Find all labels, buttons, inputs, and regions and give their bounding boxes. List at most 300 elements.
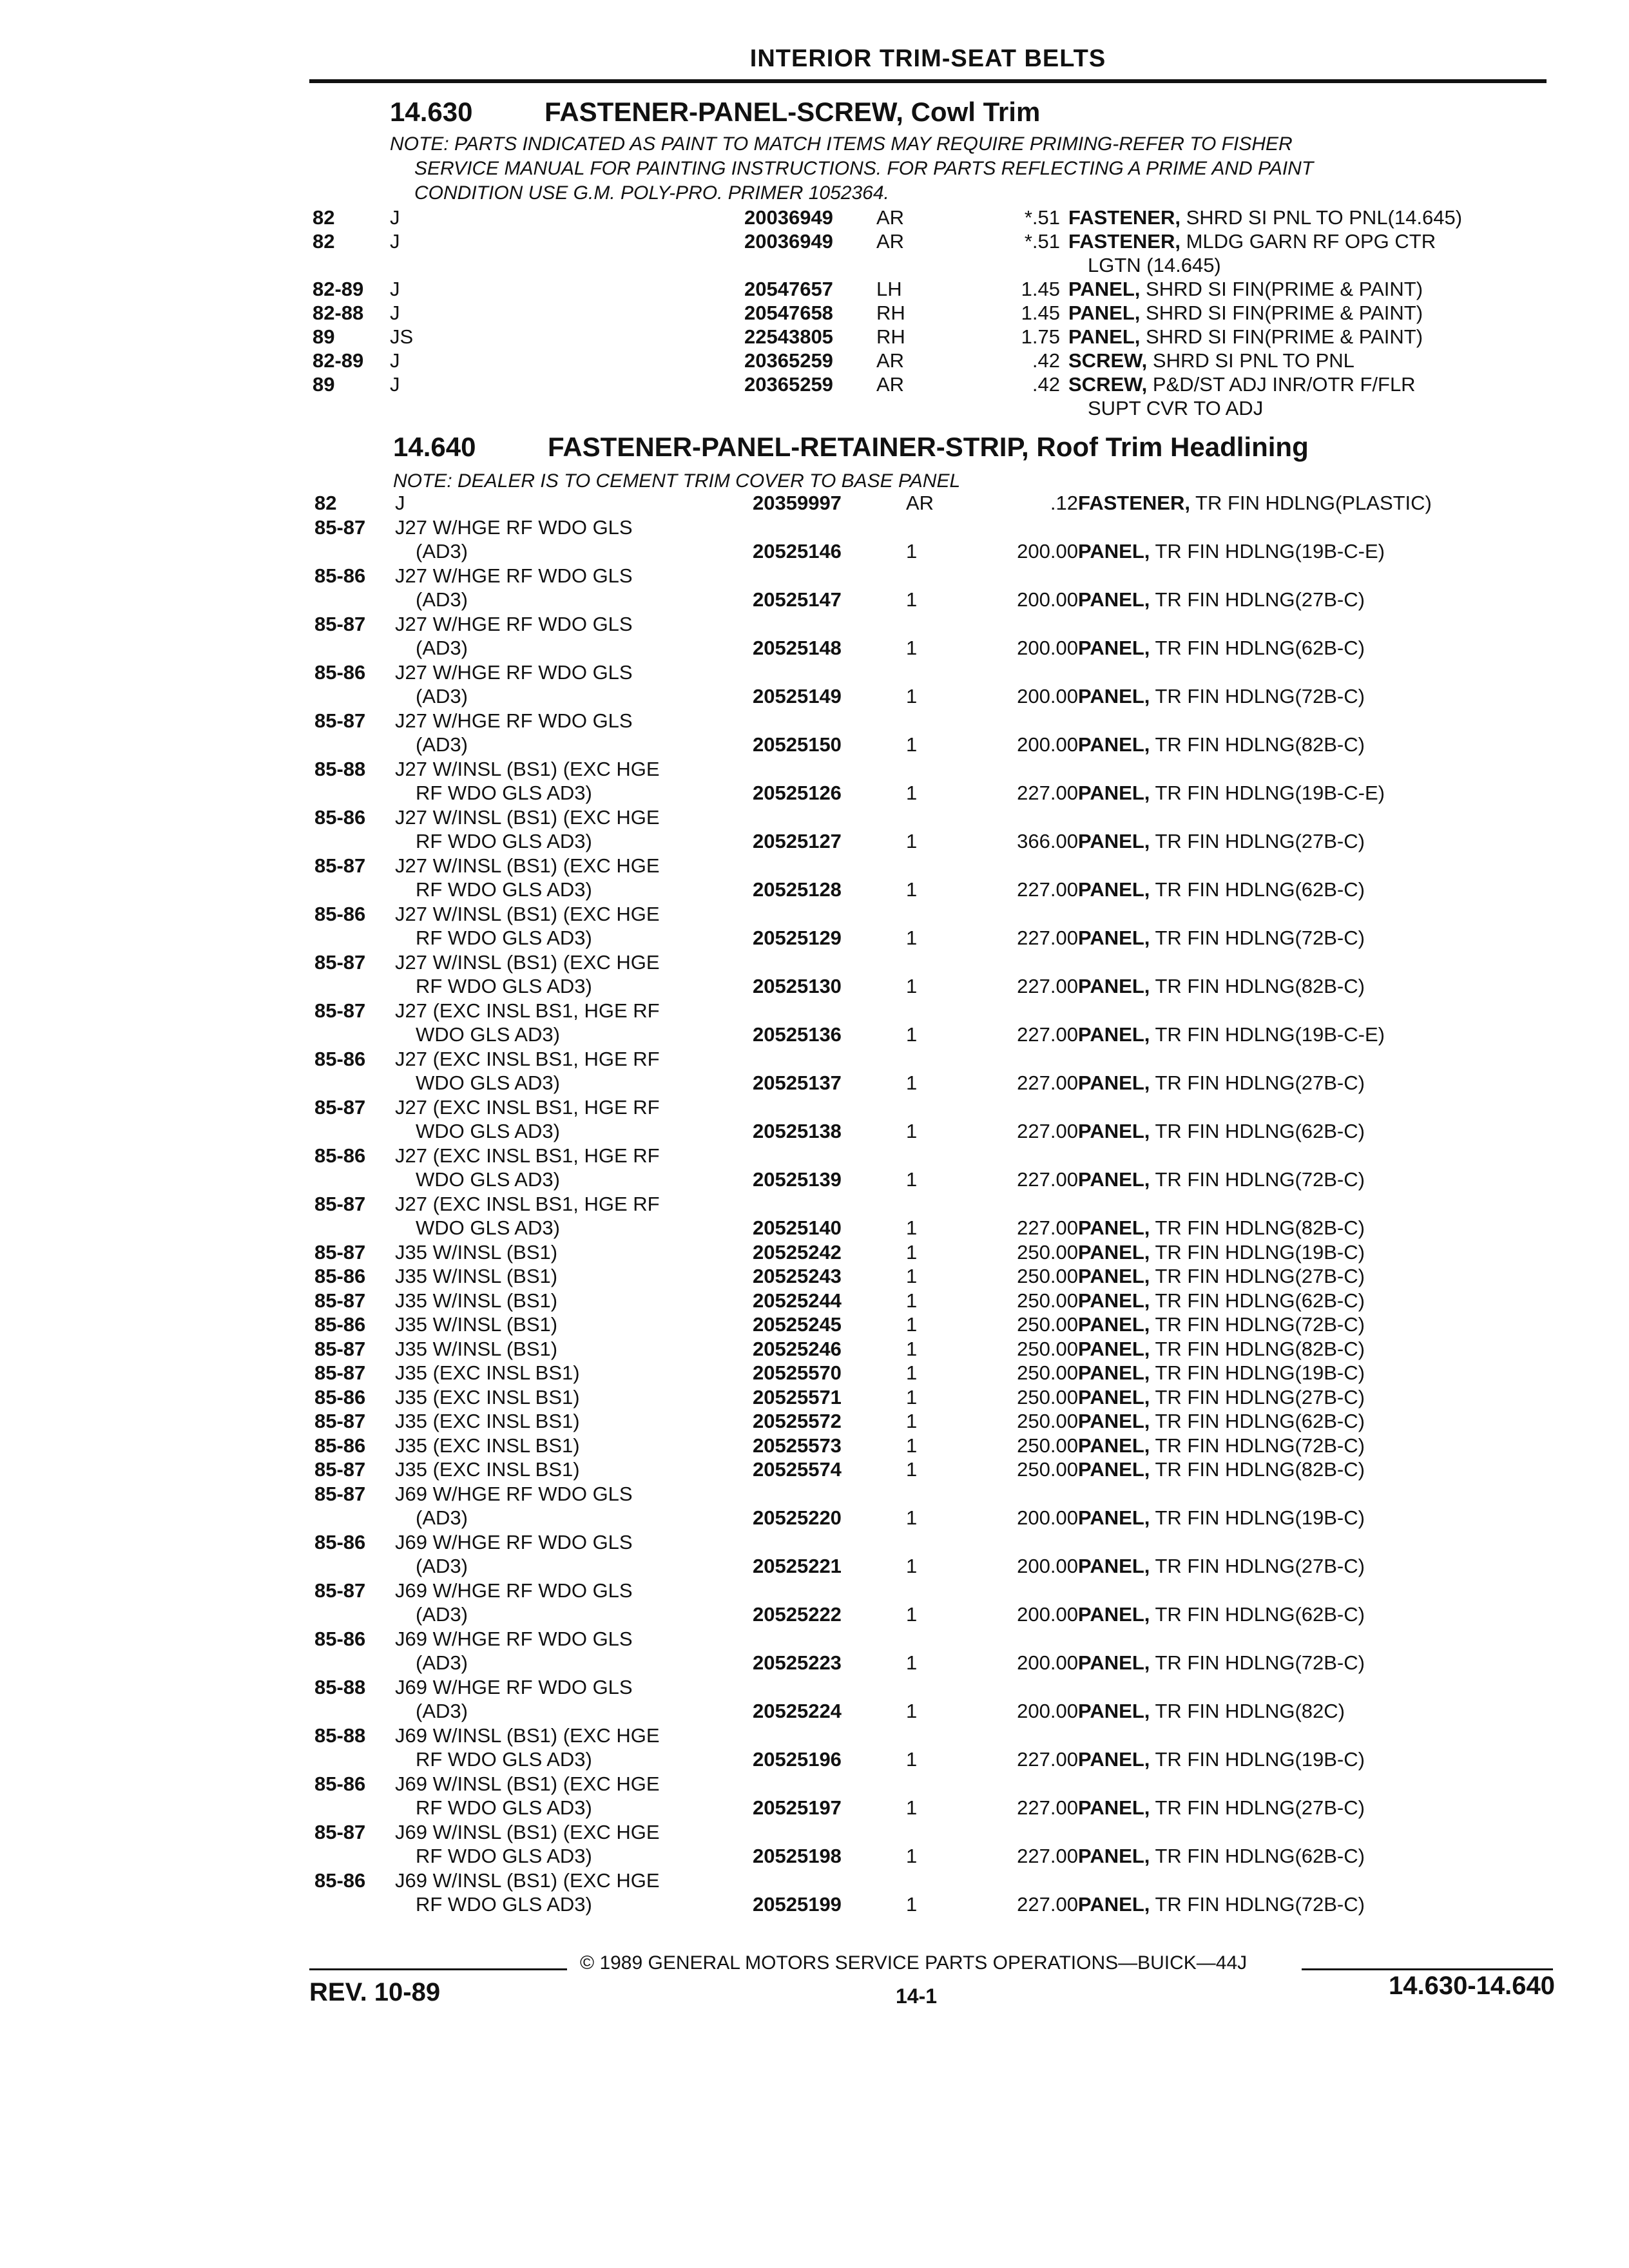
price: 200.00 [1017, 637, 1078, 659]
application: J27 W/HGE RF WDO GLS [395, 709, 633, 732]
part-desc: TR FIN HDLNG(72B-C) [1155, 1893, 1365, 1916]
description [1078, 1216, 1365, 1240]
quantity: 1 [906, 1796, 918, 1819]
application-cont: WDO GLS AD3) [416, 1168, 560, 1191]
part-name: PANEL, [1078, 1434, 1150, 1457]
model-year: 85-86 [314, 902, 366, 925]
price: 200.00 [1017, 1603, 1078, 1626]
part-number: 20365259 [744, 373, 833, 396]
part-desc: SHRD SI FIN(PRIME & PAINT) [1146, 278, 1423, 300]
quantity: 1 [906, 588, 918, 611]
part-number: 20525197 [753, 1796, 842, 1819]
description [1078, 782, 1385, 805]
part-name: PANEL, [1078, 1023, 1150, 1046]
model-year: 89 [313, 325, 335, 348]
description [1078, 1241, 1365, 1264]
part-name: PANEL, [1078, 1216, 1150, 1239]
application: J [390, 278, 400, 300]
model-year: 85-86 [314, 805, 366, 829]
quantity: 1 [906, 1893, 918, 1916]
model-year: 82-88 [313, 302, 364, 324]
description [1078, 733, 1365, 756]
description [1078, 1748, 1365, 1771]
application: J [390, 349, 400, 372]
model-year: 85-86 [314, 1772, 366, 1795]
price: 227.00 [1017, 782, 1078, 804]
model-year: 85-87 [314, 1337, 366, 1360]
model-year: 85-87 [314, 999, 366, 1022]
part-number: 20525146 [753, 540, 842, 562]
page-number: 14-1 [896, 1984, 938, 2008]
application: J35 (EXC INSL BS1) [395, 1410, 580, 1432]
note-line: SERVICE MANUAL FOR PAINTING INSTRUCTIONS. FOR PARTS REFLECTING A PRIME AND PAINT [414, 158, 1314, 179]
price: 250.00 [1017, 1434, 1078, 1457]
part-desc: TR FIN HDLNG(19B-C) [1155, 1361, 1365, 1384]
part-name: PANEL, [1078, 830, 1150, 852]
part-number: 20359997 [753, 492, 842, 514]
model-year: 85-86 [314, 1047, 366, 1070]
application: J27 W/HGE RF WDO GLS [395, 564, 633, 587]
application: J35 (EXC INSL BS1) [395, 1458, 580, 1481]
section-subtitle: Cowl Trim [911, 97, 1041, 127]
part-desc: TR FIN HDLNG(82B-C) [1155, 1458, 1365, 1481]
footer-rule-right [1302, 1968, 1553, 1970]
price: .42 [1032, 373, 1060, 396]
quantity: RH [876, 302, 905, 324]
part-number: 20525221 [753, 1555, 842, 1577]
part-name: PANEL, [1078, 1313, 1150, 1336]
application-cont: RF WDO GLS AD3) [416, 1796, 592, 1819]
description [1078, 878, 1365, 901]
application: J27 W/HGE RF WDO GLS [395, 515, 633, 539]
price: 250.00 [1017, 1361, 1078, 1384]
application: J27 W/HGE RF WDO GLS [395, 612, 633, 635]
part-desc: SHRD SI FIN(PRIME & PAINT) [1146, 325, 1423, 348]
quantity: 1 [906, 782, 918, 804]
part-desc: TR FIN HDLNG(27B-C) [1155, 1072, 1365, 1094]
price: .12 [1050, 492, 1078, 514]
application-cont: (AD3) [416, 733, 468, 756]
model-year: 89 [313, 373, 335, 396]
price: 227.00 [1017, 927, 1078, 949]
application-cont: (AD3) [416, 1603, 468, 1626]
description [1078, 1555, 1365, 1578]
quantity: AR [876, 230, 905, 253]
model-year: 85-88 [314, 1675, 366, 1698]
application: J27 W/INSL (BS1) (EXC HGE [395, 902, 660, 925]
quantity: 1 [906, 1748, 918, 1771]
part-name: PANEL, [1078, 1748, 1150, 1771]
part-desc: TR FIN HDLNG(19B-C-E) [1155, 1023, 1385, 1046]
part-number: 20525139 [753, 1168, 842, 1191]
quantity: 1 [906, 1337, 918, 1360]
application-cont: RF WDO GLS AD3) [416, 1893, 592, 1916]
part-desc: TR FIN HDLNG(19B-C) [1155, 1506, 1365, 1529]
part-name: PANEL, [1078, 1265, 1150, 1287]
quantity: 1 [906, 830, 918, 852]
part-number: 20525198 [753, 1845, 842, 1867]
part-desc: TR FIN HDLNG(72B-C) [1155, 1168, 1365, 1191]
description [1078, 830, 1365, 853]
model-year: 85-86 [314, 1434, 366, 1457]
quantity: 1 [906, 1023, 918, 1046]
description [1078, 927, 1365, 950]
price: 200.00 [1017, 1506, 1078, 1529]
price: *.51 [1024, 206, 1060, 229]
part-number: 20525196 [753, 1748, 842, 1771]
part-name: PANEL, [1078, 540, 1150, 562]
note-line: NOTE: DEALER IS TO CEMENT TRIM COVER TO BASE PANEL [393, 470, 961, 492]
model-year: 85-87 [314, 1410, 366, 1432]
description [1068, 278, 1423, 301]
application: J27 (EXC INSL BS1, HGE RF [395, 1192, 660, 1215]
application-cont: RF WDO GLS AD3) [416, 830, 592, 852]
application-cont: (AD3) [416, 1555, 468, 1577]
price: 227.00 [1017, 1023, 1078, 1046]
part-desc: TR FIN HDLNG(72B-C) [1155, 685, 1365, 707]
part-name: SCREW, [1068, 349, 1148, 372]
model-year: 85-87 [314, 1095, 366, 1119]
part-name: PANEL, [1078, 637, 1150, 659]
price: 227.00 [1017, 1845, 1078, 1867]
model-year: 82 [313, 206, 335, 229]
part-name: FASTENER, [1068, 206, 1181, 229]
model-year: 82 [313, 230, 335, 253]
application: J69 W/HGE RF WDO GLS [395, 1482, 633, 1505]
quantity: AR [906, 492, 934, 514]
model-year: 85-87 [314, 612, 366, 635]
quantity: 1 [906, 1434, 918, 1457]
price: 200.00 [1017, 685, 1078, 707]
application-cont: RF WDO GLS AD3) [416, 1748, 592, 1771]
model-year: 85-87 [314, 1240, 366, 1264]
part-name: PANEL, [1078, 975, 1150, 997]
description [1078, 975, 1365, 998]
application: J69 W/HGE RF WDO GLS [395, 1627, 633, 1650]
part-desc: TR FIN HDLNG(19B-C) [1155, 1240, 1365, 1264]
part-desc: SHRD SI PNL TO PNL(14.645) [1186, 206, 1463, 229]
description [1068, 325, 1423, 349]
description [1078, 1603, 1365, 1626]
quantity: 1 [906, 637, 918, 659]
part-desc: TR FIN HDLNG(72B-C) [1155, 1651, 1365, 1674]
part-name: PANEL, [1068, 325, 1141, 348]
quantity: 1 [906, 685, 918, 707]
application: J35 W/INSL (BS1) [395, 1313, 558, 1336]
section-range: 14.630-14.640 [1388, 1972, 1555, 2000]
section-heading: FASTENER-PANEL-RETAINER-STRIP, [548, 432, 1029, 462]
quantity: 1 [906, 1651, 918, 1674]
application: J35 (EXC INSL BS1) [395, 1434, 580, 1457]
description [1078, 540, 1385, 563]
part-desc: TR FIN HDLNG(PLASTIC) [1195, 492, 1432, 514]
part-number: 20525127 [753, 830, 842, 852]
description [1078, 1893, 1365, 1916]
section-title-14640 [393, 432, 1309, 463]
part-name: PANEL, [1078, 1893, 1150, 1916]
description [1078, 1700, 1345, 1723]
part-name: PANEL, [1068, 278, 1141, 300]
part-desc: TR FIN HDLNG(27B-C) [1155, 1265, 1365, 1287]
description [1078, 1023, 1385, 1046]
model-year: 85-86 [314, 564, 366, 587]
application: J27 W/INSL (BS1) (EXC HGE [395, 805, 660, 829]
part-number: 20525224 [753, 1700, 842, 1722]
quantity: 1 [906, 1072, 918, 1094]
part-number: 20525244 [753, 1289, 842, 1312]
model-year: 85-88 [314, 1724, 366, 1747]
part-name: PANEL, [1078, 1337, 1150, 1360]
part-desc: SHRD SI PNL TO PNL [1152, 349, 1354, 372]
part-number: 20525243 [753, 1265, 842, 1287]
part-name: PANEL, [1078, 1603, 1150, 1626]
application: J69 W/INSL (BS1) (EXC HGE [395, 1869, 660, 1892]
application-cont: (AD3) [416, 685, 468, 707]
price: 200.00 [1017, 1555, 1078, 1577]
description [1068, 349, 1354, 372]
part-name: PANEL, [1078, 685, 1150, 707]
note-line: NOTE: PARTS INDICATED AS PAINT TO MATCH ITEMS MAY REQUIRE PRIMING-REFER TO FISHER [390, 133, 1293, 155]
part-name: PANEL, [1078, 1168, 1150, 1191]
section-title-14630 [390, 97, 1040, 128]
description [1078, 492, 1432, 515]
price: 200.00 [1017, 1700, 1078, 1722]
part-desc: MLDG GARN RF OPG CTR [1186, 230, 1436, 253]
part-name: PANEL, [1078, 1240, 1150, 1264]
part-number: 20525140 [753, 1216, 842, 1239]
model-year: 85-86 [314, 1313, 366, 1336]
part-name: FASTENER, [1068, 230, 1181, 253]
quantity: 1 [906, 1410, 918, 1432]
model-year: 85-87 [314, 709, 366, 732]
model-year: 85-86 [314, 1265, 366, 1287]
model-year: 82-89 [313, 278, 364, 300]
application: J69 W/INSL (BS1) (EXC HGE [395, 1772, 660, 1795]
quantity: AR [876, 373, 905, 396]
price: 200.00 [1017, 540, 1078, 562]
price: 227.00 [1017, 1168, 1078, 1191]
quantity: 1 [906, 1555, 918, 1577]
part-number: 20525245 [753, 1313, 842, 1336]
application: J [390, 373, 400, 396]
part-number: 22543805 [744, 325, 833, 348]
header-rule [309, 79, 1547, 83]
price: .42 [1032, 349, 1060, 372]
model-year: 85-87 [314, 1482, 366, 1505]
part-desc: TR FIN HDLNG(82B-C) [1155, 733, 1365, 756]
application: J69 W/HGE RF WDO GLS [395, 1579, 633, 1602]
price: 250.00 [1017, 1240, 1078, 1264]
application: J [390, 206, 400, 229]
application: J [390, 230, 400, 253]
model-year: 85-87 [314, 854, 366, 877]
part-number: 20525126 [753, 782, 842, 804]
part-desc: TR FIN HDLNG(19B-C-E) [1155, 540, 1385, 562]
application-cont: WDO GLS AD3) [416, 1120, 560, 1142]
part-desc: TR FIN HDLNG(27B-C) [1155, 1555, 1365, 1577]
page-header [309, 45, 1547, 83]
description [1078, 685, 1365, 708]
description [1078, 1120, 1365, 1143]
quantity: 1 [906, 1265, 918, 1287]
price: 250.00 [1017, 1385, 1078, 1408]
model-year: 85-86 [314, 1530, 366, 1553]
application-cont: RF WDO GLS AD3) [416, 782, 592, 804]
application: J27 (EXC INSL BS1, HGE RF [395, 1047, 660, 1070]
part-name: PANEL, [1078, 1796, 1150, 1819]
quantity: 1 [906, 1289, 918, 1312]
description [1078, 1265, 1365, 1288]
part-desc: TR FIN HDLNG(82B-C) [1155, 975, 1365, 997]
part-name: FASTENER, [1078, 492, 1190, 514]
price: 250.00 [1017, 1337, 1078, 1360]
application-cont: RF WDO GLS AD3) [416, 1845, 592, 1867]
quantity: 1 [906, 1385, 918, 1408]
revision-label: REV. 10-89 [309, 1978, 441, 2006]
quantity: 1 [906, 1120, 918, 1142]
part-desc: TR FIN HDLNG(72B-C) [1155, 1434, 1365, 1457]
model-year: 85-86 [314, 1144, 366, 1167]
quantity: 1 [906, 1700, 918, 1722]
application: J [390, 302, 400, 324]
model-year: 85-86 [314, 1869, 366, 1892]
section-heading: FASTENER-PANEL-SCREW, [545, 97, 903, 127]
description [1078, 637, 1365, 660]
part-desc: TR FIN HDLNG(62B-C) [1155, 1410, 1365, 1432]
part-number: 20525137 [753, 1072, 842, 1094]
part-number: 20525147 [753, 588, 842, 611]
price: 227.00 [1017, 1893, 1078, 1916]
model-year: 85-87 [314, 1458, 366, 1481]
quantity: 1 [906, 1458, 918, 1481]
part-name: PANEL, [1078, 1458, 1150, 1481]
part-name: PANEL, [1078, 1555, 1150, 1577]
part-name: SCREW, [1068, 373, 1148, 396]
quantity: 1 [906, 1313, 918, 1336]
part-desc: TR FIN HDLNG(62B-C) [1155, 1845, 1365, 1867]
part-number: 20365259 [744, 349, 833, 372]
application: J27 W/HGE RF WDO GLS [395, 660, 633, 684]
part-number: 20525573 [753, 1434, 842, 1457]
footer-copyright: © 1989 GENERAL MOTORS SERVICE PARTS OPERATIONS—BUICK—44J [580, 1952, 1248, 1974]
part-name: PANEL, [1078, 1289, 1150, 1312]
application-cont: (AD3) [416, 1700, 468, 1722]
part-desc: TR FIN HDLNG(72B-C) [1155, 927, 1365, 949]
description [1078, 1361, 1365, 1385]
quantity: 1 [906, 878, 918, 901]
application: J35 W/INSL (BS1) [395, 1337, 558, 1360]
part-name: PANEL, [1078, 1410, 1150, 1432]
description [1078, 1458, 1365, 1481]
application-cont: WDO GLS AD3) [416, 1072, 560, 1094]
part-number: 20525246 [753, 1337, 842, 1360]
part-name: PANEL, [1078, 782, 1150, 804]
application: J27 W/INSL (BS1) (EXC HGE [395, 757, 660, 780]
quantity: 1 [906, 540, 918, 562]
part-number: 20525138 [753, 1120, 842, 1142]
quantity: 1 [906, 1845, 918, 1867]
quantity: 1 [906, 1361, 918, 1384]
part-name: PANEL, [1078, 1120, 1150, 1142]
part-name: PANEL, [1078, 1506, 1150, 1529]
section-subtitle: Roof Trim Headlining [1036, 432, 1309, 462]
price: 1.45 [1021, 278, 1060, 300]
part-number: 20525572 [753, 1410, 842, 1432]
part-desc: TR FIN HDLNG(82C) [1155, 1700, 1345, 1722]
part-number: 20525149 [753, 685, 842, 707]
application-cont: RF WDO GLS AD3) [416, 878, 592, 901]
price: 227.00 [1017, 878, 1078, 901]
part-desc: TR FIN HDLNG(72B-C) [1155, 1313, 1365, 1336]
price: 227.00 [1017, 1216, 1078, 1239]
model-year: 85-86 [314, 660, 366, 684]
description [1078, 1845, 1365, 1868]
price: 1.45 [1021, 302, 1060, 324]
application-cont: RF WDO GLS AD3) [416, 927, 592, 949]
description [1078, 1410, 1365, 1433]
description [1078, 1338, 1365, 1361]
description [1078, 1386, 1365, 1409]
part-number: 20525130 [753, 975, 842, 997]
price: 200.00 [1017, 733, 1078, 756]
quantity: LH [876, 278, 902, 300]
application: J69 W/HGE RF WDO GLS [395, 1530, 633, 1553]
part-desc: SHRD SI FIN(PRIME & PAINT) [1146, 302, 1423, 324]
quantity: 1 [906, 733, 918, 756]
application: J35 W/INSL (BS1) [395, 1265, 558, 1287]
part-number: 20525129 [753, 927, 842, 949]
part-desc: TR FIN HDLNG(82B-C) [1155, 1337, 1365, 1360]
part-number: 20525223 [753, 1651, 842, 1674]
part-desc: TR FIN HDLNG(27B-C) [1155, 588, 1365, 611]
model-year: 85-87 [314, 1820, 366, 1843]
price: 227.00 [1017, 1072, 1078, 1094]
part-desc: TR FIN HDLNG(62B-C) [1155, 637, 1365, 659]
quantity: AR [876, 206, 905, 229]
page-title: INTERIOR TRIM-SEAT BELTS [749, 45, 1106, 72]
quantity: AR [876, 349, 905, 372]
part-number: 20036949 [744, 206, 833, 229]
price: 227.00 [1017, 1120, 1078, 1142]
quantity: 1 [906, 1506, 918, 1529]
application: J27 W/INSL (BS1) (EXC HGE [395, 854, 660, 877]
part-desc: TR FIN HDLNG(62B-C) [1155, 1289, 1365, 1312]
price: 227.00 [1017, 1796, 1078, 1819]
model-year: 85-87 [314, 1579, 366, 1602]
quantity: 1 [906, 1603, 918, 1626]
application-cont: (AD3) [416, 540, 468, 562]
application: J35 (EXC INSL BS1) [395, 1361, 580, 1384]
application: J35 W/INSL (BS1) [395, 1240, 558, 1264]
part-name: PANEL, [1078, 1700, 1150, 1722]
model-year: 85-87 [314, 1192, 366, 1215]
application: J35 W/INSL (BS1) [395, 1289, 558, 1312]
description [1068, 302, 1423, 325]
application: J27 (EXC INSL BS1, HGE RF [395, 1095, 660, 1119]
note-line: CONDITION USE G.M. POLY-PRO. PRIMER 1052364. [414, 182, 889, 204]
model-year: 85-86 [314, 1385, 366, 1408]
model-year: 85-87 [314, 1361, 366, 1384]
application-cont: (AD3) [416, 637, 468, 659]
description-cont: LGTN (14.645) [1088, 254, 1221, 276]
section-number: 14.640 [393, 432, 476, 462]
description-cont: SUPT CVR TO ADJ [1088, 397, 1264, 419]
part-desc: TR FIN HDLNG(62B-C) [1155, 878, 1365, 901]
part-number: 20036949 [744, 230, 833, 253]
model-year: 82-89 [313, 349, 364, 372]
part-number: 20525571 [753, 1385, 842, 1408]
part-desc: TR FIN HDLNG(27B-C) [1155, 1796, 1365, 1819]
